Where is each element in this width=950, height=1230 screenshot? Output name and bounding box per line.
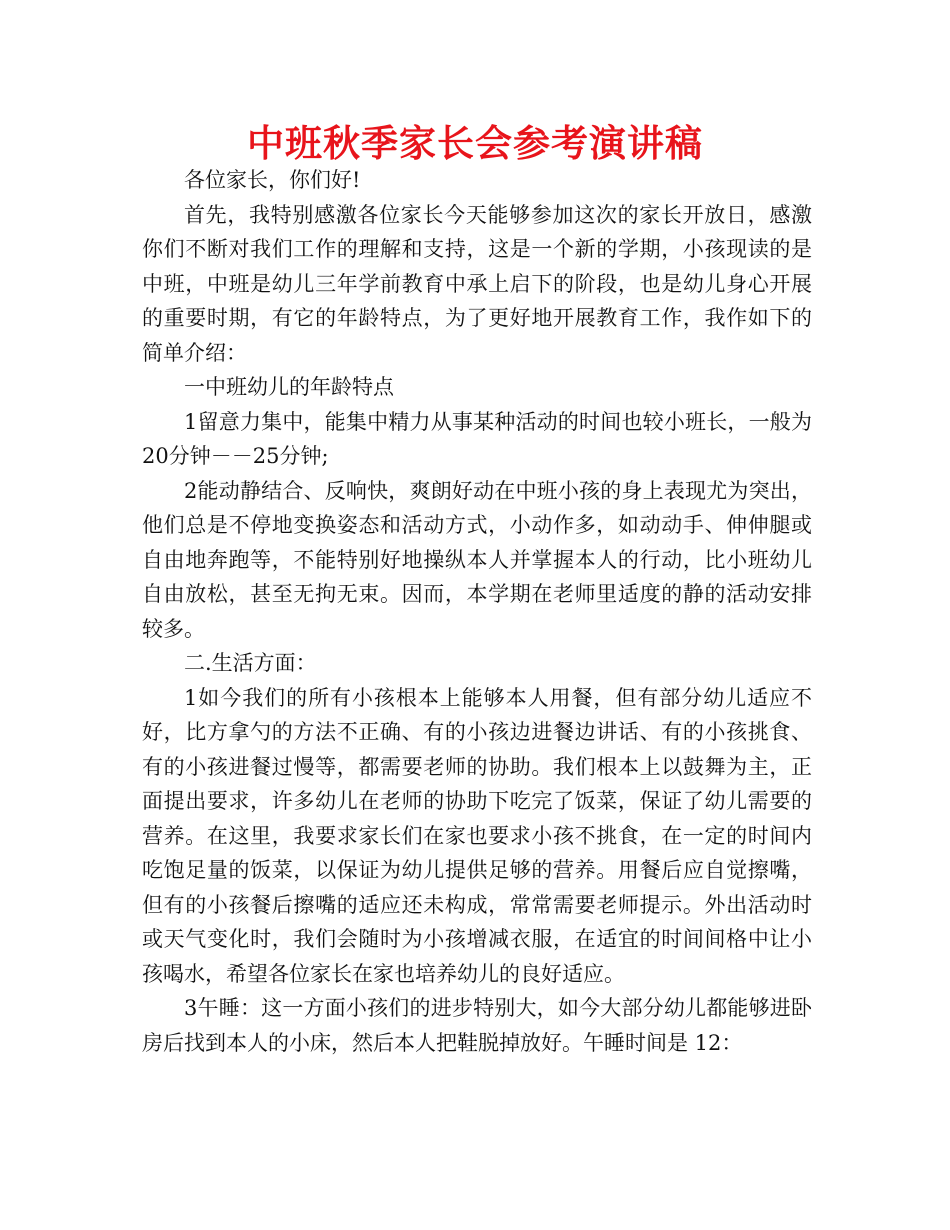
- section-heading-daily-life: 二.生活方面：: [184, 651, 317, 675]
- document-title: 中班秋季家长会参考演讲稿: [247, 122, 703, 165]
- paragraph-nap: 3午睡：这一方面小孩们的进步特别大，如今大部分幼儿都能够进卧房后找到本人的小床，然后本人把鞋脱掉放好。午睡时间是 12：: [142, 996, 812, 1055]
- document-body: [142, 163, 812, 1060]
- paragraph-introduction: 首先，我特别感激各位家长今天能够参加这次的家长开放日，感激你们不断对我们工作的理解和支持，这是一个新的学期，小孩现读的是中班，中班是幼儿三年学前教育中承上启下的阶段，也是幼儿身心开展的重要时期，有它的年龄特点，为了更好地开展教育工作，我作如下的简单介绍：: [142, 202, 812, 365]
- paragraph-meals: 1如今我们的所有小孩根本上能够本人用餐，但有部分幼儿适应不好，比方拿勺的方法不正确、有的小孩边进餐边讲话、有的小孩挑食、有的小孩进餐过慢等，都需要老师的协助。我们根本上以鼓舞为主，正面提出要求，许多幼儿在老师的协助下吃完了饭菜，保证了幼儿需要的营养。在这里，我要求家长们在家也要求小孩不挑食，在一定的时间内吃饱足量的饭菜，以保证为幼儿提供足够的营养。用餐后应自觉擦嘴，但有的小孩餐后擦嘴的适应还未构成，常常需要老师提示。外出活动时或天气变化时，我们会随时为小孩增减衣服，在适宜的时间间格中让小孩喝水，希望各位家长在家也培养幼儿的良好适应。: [142, 685, 812, 986]
- paragraph-attention: 1留意力集中，能集中精力从事某种活动的时间也较小班长，一般为20分钟－－25分钟;: [142, 409, 812, 468]
- paragraph-activity: 2能动静结合、反响快，爽朗好动在中班小孩的身上表现尤为突出，他们总是不停地变换姿态和活动方式，小动作多，如动动手、伸伸腿或自由地奔跑等，不能特别好地操纵本人并掌握本人的行动，比小班幼儿自由放松，甚至无拘无束。因而，本学期在老师里适度的静的活动安排较多。: [142, 478, 812, 641]
- paragraph-greeting: 各位家长，你们好!: [184, 168, 361, 192]
- section-heading-age-characteristics: 一中班幼儿的年龄特点: [184, 375, 394, 399]
